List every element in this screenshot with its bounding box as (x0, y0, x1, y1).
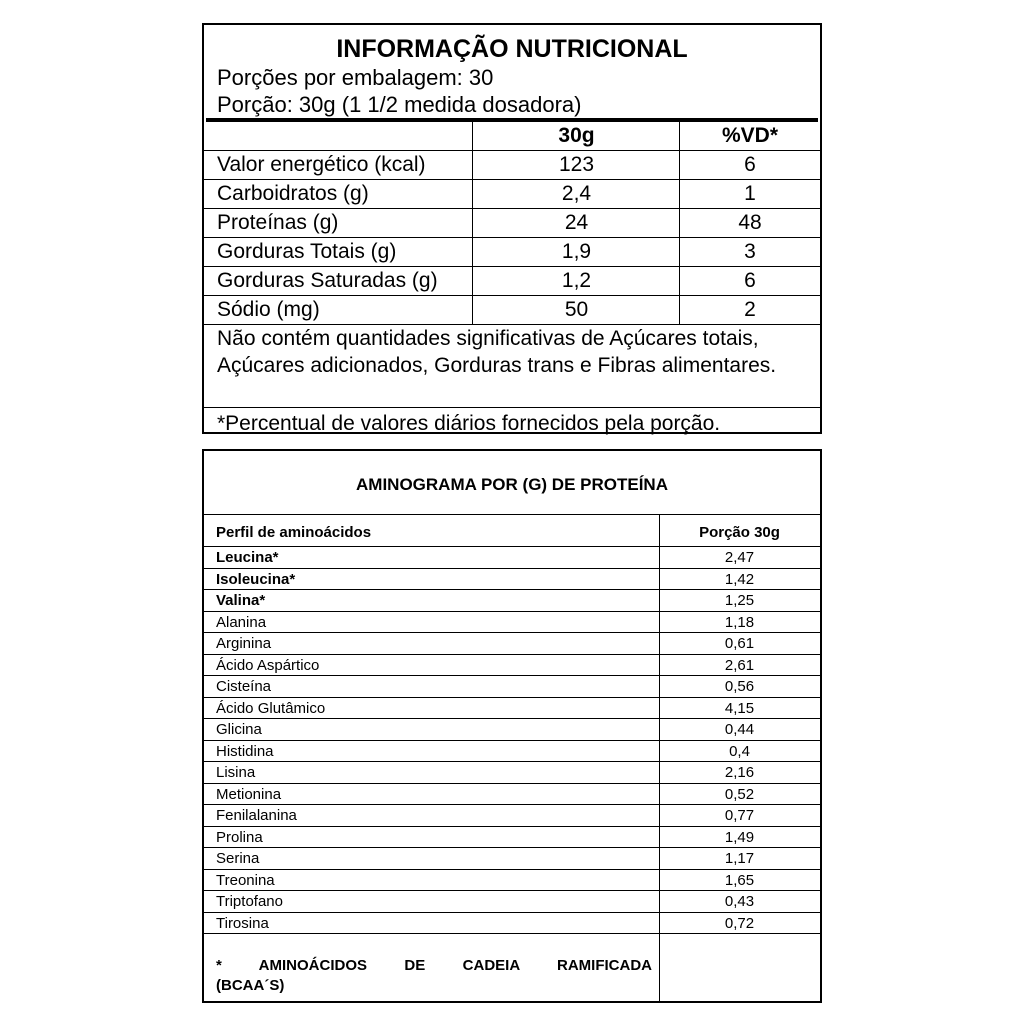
amino-name: Lisina (216, 764, 256, 781)
nutrition-header-row (204, 122, 820, 151)
nutrient-dv: 6 (744, 153, 756, 176)
nutrient-dv: 48 (738, 211, 762, 234)
nutrient-name: Sódio (mg) (217, 298, 320, 321)
amino-row (204, 612, 820, 634)
header-portion: Porção 30g (699, 524, 780, 541)
bcaa-footnote-abbrev: (BCAA´S) (216, 977, 285, 994)
amino-name: Fenilalanina (216, 807, 297, 824)
servings-per-package: Porções por embalagem: 30 (217, 65, 494, 90)
nutrient-dv: 2 (744, 298, 756, 321)
nutrient-amount: 1,2 (561, 269, 592, 292)
amino-value: 1,42 (724, 570, 755, 588)
amino-row (204, 698, 820, 720)
amino-value: 1,25 (724, 592, 755, 609)
amino-name: Alanina (216, 613, 267, 631)
amino-row (204, 655, 820, 677)
amino-name: Cisteína (216, 678, 272, 695)
amino-row (204, 719, 820, 741)
amino-name: Prolina (216, 828, 263, 846)
nutrient-amount: 50 (564, 298, 589, 321)
amino-name: Metionina (216, 785, 282, 803)
amino-name: Arginina (216, 635, 272, 652)
amino-value: 0,43 (724, 893, 755, 910)
amino-row (204, 547, 820, 569)
nutrient-dv: 1 (744, 182, 756, 205)
amino-row (204, 633, 820, 655)
amino-value: 2,61 (724, 656, 755, 674)
header-dv: %VD* (721, 124, 779, 147)
nutrient-amount: 123 (558, 153, 595, 176)
aminogram-header-row (204, 515, 820, 545)
amino-name: Valina* (216, 592, 266, 609)
amino-name: Treonina (216, 871, 275, 889)
serving-size: Porção: 30g (1 1/2 medida dosadora) (217, 92, 582, 117)
amino-row (204, 913, 820, 935)
nutrition-footnote: *Percentual de valores diários fornecidos pela porção. (217, 412, 721, 435)
nutrient-name: Gorduras Totais (g) (217, 240, 397, 263)
nutrition-row (204, 180, 820, 209)
amino-value: 4,15 (724, 699, 755, 717)
amino-value: 0,52 (724, 785, 755, 803)
aminogram-title: AMINOGRAMA POR (G) DE PROTEÍNA (356, 475, 668, 494)
amino-name: Glicina (216, 721, 262, 738)
aminogram-panel (202, 449, 822, 1003)
nutrition-title: INFORMAÇÃO NUTRICIONAL (336, 35, 688, 63)
nutrient-name: Gorduras Saturadas (g) (217, 269, 438, 292)
amino-row (204, 805, 820, 827)
amino-value: 0,56 (724, 678, 755, 695)
amino-row (204, 848, 820, 870)
nutrient-amount: 2,4 (561, 182, 592, 205)
amino-row (204, 891, 820, 913)
nutrient-dv: 3 (744, 240, 756, 263)
bcaa-footnote: * AMINOÁCIDOS DE CADEIA RAMIFICADA (216, 957, 652, 974)
aminogram-rows (204, 547, 820, 934)
amino-name: Triptofano (216, 893, 283, 910)
amino-name: Ácido Glutâmico (216, 699, 326, 717)
amino-row (204, 784, 820, 806)
nutrition-row (204, 296, 820, 325)
amino-name: Serina (216, 850, 260, 867)
header-amount: 30g (558, 124, 595, 147)
amino-value: 0,44 (724, 721, 755, 738)
nutrition-facts-panel (202, 23, 822, 434)
amino-row (204, 676, 820, 698)
amino-value: 1,49 (724, 828, 755, 846)
amino-name: Ácido Aspártico (216, 656, 320, 674)
amino-name: Leucina* (216, 549, 279, 566)
amino-value: 2,16 (724, 764, 755, 781)
amino-row (204, 870, 820, 892)
amino-name: Histidina (216, 742, 274, 760)
nutrition-row (204, 209, 820, 238)
nutrient-name: Valor energético (kcal) (217, 153, 426, 176)
amino-row (204, 762, 820, 784)
amino-row (204, 590, 820, 612)
amino-name: Isoleucina* (216, 570, 296, 588)
amino-value: 2,47 (724, 549, 755, 566)
amino-value: 0,72 (724, 914, 755, 932)
nutrition-rows (204, 151, 820, 325)
amino-row (204, 569, 820, 591)
nutrient-name: Proteínas (g) (217, 211, 339, 234)
amino-name: Tirosina (216, 914, 269, 932)
amino-value: 1,18 (724, 613, 755, 631)
nutrient-amount: 24 (564, 211, 589, 234)
nutrition-row (204, 151, 820, 180)
amino-value: 1,65 (724, 871, 755, 889)
nutrient-dv: 6 (744, 269, 756, 292)
amino-value: 0,77 (724, 807, 755, 824)
nutrient-amount: 1,9 (561, 240, 592, 263)
nutrition-note: Não contém quantidades significativas de Açúcares totais, Açúcares adicionados, Gorduras trans e Fibras alimentares. (204, 325, 820, 408)
nutrient-name: Carboidratos (g) (217, 182, 369, 205)
amino-row (204, 827, 820, 849)
nutrition-row (204, 238, 820, 267)
amino-value: 0,4 (729, 742, 750, 760)
amino-value: 0,61 (724, 635, 755, 652)
amino-value: 1,17 (724, 850, 755, 867)
header-profile: Perfil de aminoácidos (216, 524, 372, 541)
amino-row (204, 741, 820, 763)
nutrition-row (204, 267, 820, 296)
